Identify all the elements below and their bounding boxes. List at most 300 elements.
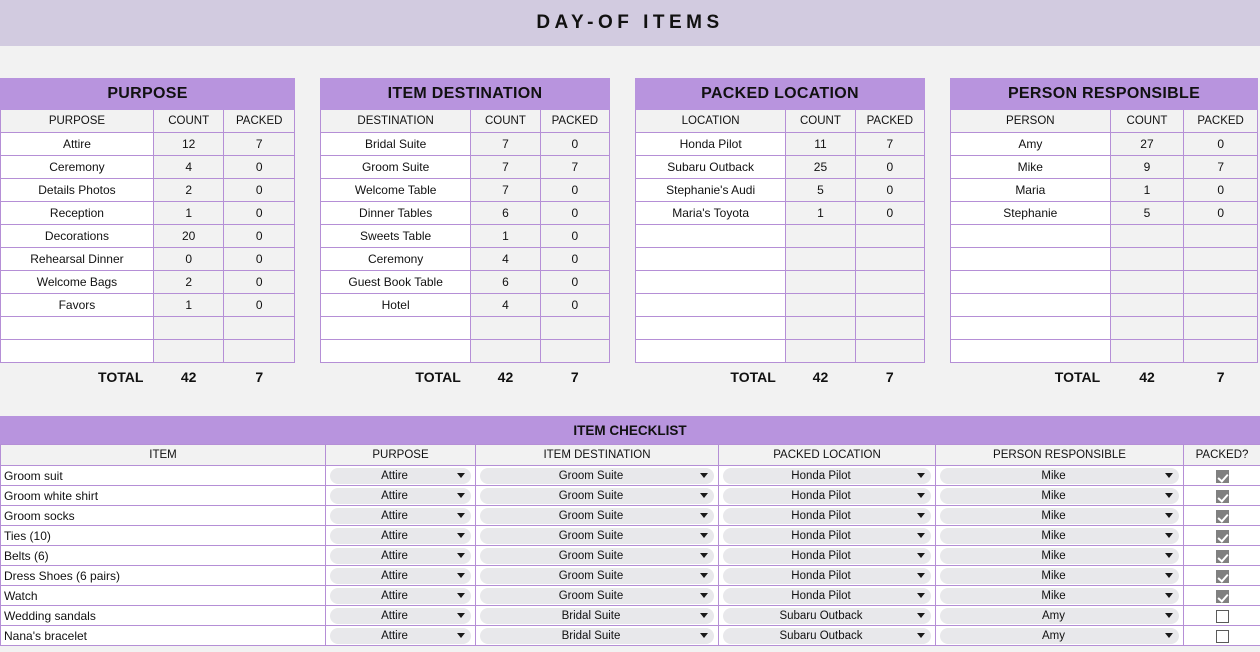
summary-cell-count	[153, 317, 224, 340]
chevron-down-icon	[700, 573, 708, 578]
purpose-cell	[326, 466, 476, 486]
table-row	[1, 133, 295, 156]
summary-cell-count: 1	[153, 294, 224, 317]
table-row	[321, 271, 610, 294]
chevron-down-icon	[457, 633, 465, 638]
table-row	[951, 179, 1258, 202]
summary-cell-packed	[855, 340, 924, 363]
total-packed: 7	[570, 369, 579, 386]
chevron-down-icon	[457, 533, 465, 538]
checklist-col-header: PERSON RESPONSIBLE	[936, 445, 1184, 466]
total-count: 42	[180, 369, 197, 386]
summary-cell-count: 27	[1110, 133, 1184, 156]
summary-cell-count	[1110, 225, 1184, 248]
summary-cell-packed: 0	[224, 294, 295, 317]
summary-cell-count	[786, 294, 855, 317]
summary-total-row	[636, 363, 925, 392]
summary-cell-count: 7	[471, 133, 540, 156]
summary-cell-count: 4	[153, 156, 224, 179]
summary-cell-name: Welcome Bags	[1, 271, 154, 294]
purpose-dropdown-label: Attire	[381, 509, 408, 522]
summary-table-title: PERSON RESPONSIBLE	[951, 79, 1258, 110]
table-row	[636, 156, 925, 179]
summary-table-item-destination	[315, 78, 630, 398]
summary-cell-name	[1, 340, 154, 363]
chevron-down-icon	[457, 473, 465, 478]
checklist-col-header: ITEM DESTINATION	[476, 445, 719, 466]
location-cell	[719, 546, 936, 566]
location-dropdown-label: Honda Pilot	[791, 509, 851, 522]
destination-dropdown[interactable]	[480, 588, 714, 604]
summary-cell-packed: 0	[224, 202, 295, 225]
person-dropdown-label: Mike	[1041, 589, 1066, 602]
chevron-down-icon	[1165, 493, 1173, 498]
page-banner	[0, 0, 1260, 46]
summary-cell-count: 1	[786, 202, 855, 225]
destination-dropdown-label: Bridal Suite	[561, 609, 621, 622]
total-count: 42	[1139, 369, 1155, 386]
table-row	[321, 133, 610, 156]
location-dropdown[interactable]	[723, 548, 931, 564]
summary-cell-packed: 0	[1184, 179, 1258, 202]
purpose-dropdown[interactable]	[330, 488, 471, 504]
summary-col-header: PACKED	[1184, 110, 1258, 133]
table-row	[1, 606, 1260, 626]
table-row	[1, 526, 1260, 546]
packed-cell[interactable]	[1184, 626, 1260, 646]
checklist-item-name: Wedding sandals	[1, 606, 326, 626]
person-dropdown[interactable]	[940, 628, 1179, 644]
summary-cell-name	[636, 248, 786, 271]
summary-cell-count	[786, 271, 855, 294]
destination-dropdown-label: Groom Suite	[558, 489, 624, 502]
summary-cell-count	[1110, 271, 1184, 294]
table-row	[951, 202, 1258, 225]
checklist-header-row	[1, 445, 1260, 466]
purpose-dropdown[interactable]	[330, 628, 471, 644]
person-cell	[936, 586, 1184, 606]
summary-cell-count: 1	[471, 225, 540, 248]
table-row	[321, 225, 610, 248]
destination-dropdown[interactable]	[480, 488, 714, 504]
summary-cell-name	[1, 317, 154, 340]
summary-cell-name: Guest Book Table	[321, 271, 471, 294]
summary-cell-packed: 0	[540, 133, 609, 156]
summary-cell-name: Hotel	[321, 294, 471, 317]
checklist-item-name: Nana's bracelet	[1, 626, 326, 646]
summary-cell-packed	[540, 317, 609, 340]
packed-checkbox[interactable]	[1216, 610, 1229, 623]
total-label: TOTAL	[415, 369, 461, 386]
location-dropdown-label: Honda Pilot	[791, 529, 851, 542]
checklist-title: ITEM CHECKLIST	[573, 422, 687, 438]
table-row	[1, 626, 1260, 646]
summary-col-header: COUNT	[1110, 110, 1184, 133]
chevron-down-icon	[1165, 573, 1173, 578]
table-row	[636, 340, 925, 363]
purpose-dropdown[interactable]	[330, 568, 471, 584]
summary-cell-count: 1	[1110, 179, 1184, 202]
person-dropdown[interactable]	[940, 528, 1179, 544]
summary-col-header: PURPOSE	[1, 110, 154, 133]
chevron-down-icon	[917, 573, 925, 578]
summary-cell-count	[471, 340, 540, 363]
summary-cell-count: 2	[153, 179, 224, 202]
destination-dropdown[interactable]	[480, 508, 714, 524]
total-label: TOTAL	[98, 369, 144, 386]
summary-cell-count	[1110, 248, 1184, 271]
summary-cell-count: 0	[153, 248, 224, 271]
summary-col-header: DESTINATION	[321, 110, 471, 133]
chevron-down-icon	[700, 613, 708, 618]
person-dropdown[interactable]	[940, 568, 1179, 584]
chevron-down-icon	[700, 553, 708, 558]
summary-cell-count: 6	[471, 271, 540, 294]
table-row	[636, 133, 925, 156]
location-cell	[719, 466, 936, 486]
purpose-dropdown-label: Attire	[381, 629, 408, 642]
purpose-cell	[326, 606, 476, 626]
destination-dropdown[interactable]	[480, 628, 714, 644]
checklist-banner	[0, 416, 1260, 444]
summary-cell-count	[786, 317, 855, 340]
table-row	[951, 156, 1258, 179]
person-cell	[936, 626, 1184, 646]
summary-cell-count	[1110, 340, 1184, 363]
table-row	[951, 317, 1258, 340]
summary-cell-count: 4	[471, 248, 540, 271]
packed-checkbox[interactable]	[1216, 510, 1229, 523]
person-dropdown[interactable]	[940, 608, 1179, 624]
summary-cell-name: Rehearsal Dinner	[1, 248, 154, 271]
chevron-down-icon	[917, 593, 925, 598]
purpose-dropdown[interactable]	[330, 588, 471, 604]
summary-cell-count: 11	[786, 133, 855, 156]
checklist-item-name: Belts (6)	[1, 546, 326, 566]
person-dropdown-label: Mike	[1041, 509, 1066, 522]
purpose-dropdown-label: Attire	[381, 569, 408, 582]
checklist-item-name: Watch	[1, 586, 326, 606]
summary-cell-count	[1110, 294, 1184, 317]
location-dropdown-label: Honda Pilot	[791, 489, 851, 502]
summary-cell-packed	[540, 340, 609, 363]
table-row	[1, 340, 295, 363]
chevron-down-icon	[457, 593, 465, 598]
summary-cell-packed: 0	[540, 248, 609, 271]
summary-cell-packed	[224, 340, 295, 363]
person-dropdown-label: Mike	[1041, 469, 1066, 482]
chevron-down-icon	[1165, 473, 1173, 478]
table-row	[1, 586, 1260, 606]
summary-cell-packed	[1184, 248, 1258, 271]
chevron-down-icon	[1165, 533, 1173, 538]
checklist-item-name: Dress Shoes (6 pairs)	[1, 566, 326, 586]
table-row	[1, 566, 1260, 586]
checklist-item-name: Groom suit	[1, 466, 326, 486]
summary-cell-packed: 0	[224, 248, 295, 271]
location-dropdown-label: Subaru Outback	[779, 609, 863, 622]
location-dropdown[interactable]	[723, 528, 931, 544]
checklist-col-header: PACKED LOCATION	[719, 445, 936, 466]
chevron-down-icon	[1165, 613, 1173, 618]
summary-col-header: PACKED	[540, 110, 609, 133]
chevron-down-icon	[1165, 553, 1173, 558]
table-row	[321, 248, 610, 271]
location-dropdown[interactable]	[723, 568, 931, 584]
packed-cell[interactable]	[1184, 566, 1260, 586]
summary-cell-name: Mike	[951, 156, 1111, 179]
total-packed: 7	[255, 369, 264, 386]
summary-cell-count	[1110, 317, 1184, 340]
table-row	[1, 225, 295, 248]
destination-dropdown-label: Bridal Suite	[561, 629, 621, 642]
location-cell	[719, 526, 936, 546]
packed-cell[interactable]	[1184, 586, 1260, 606]
location-dropdown-label: Honda Pilot	[791, 569, 851, 582]
location-cell	[719, 626, 936, 646]
summary-cell-packed: 0	[540, 202, 609, 225]
summary-col-header: COUNT	[471, 110, 540, 133]
destination-dropdown-label: Groom Suite	[558, 469, 624, 482]
summary-cell-name: Dinner Tables	[321, 202, 471, 225]
summary-cell-packed: 0	[224, 179, 295, 202]
summary-cell-count: 2	[153, 271, 224, 294]
person-cell	[936, 466, 1184, 486]
person-dropdown[interactable]	[940, 588, 1179, 604]
summary-cell-name	[321, 317, 471, 340]
location-dropdown-label: Subaru Outback	[779, 629, 863, 642]
summary-cell-count: 25	[786, 156, 855, 179]
summary-total-row	[1, 363, 295, 392]
destination-cell	[476, 606, 719, 626]
table-row	[1, 546, 1260, 566]
summary-cell-name	[636, 294, 786, 317]
summary-cell-packed	[1184, 225, 1258, 248]
destination-dropdown[interactable]	[480, 528, 714, 544]
summary-cell-name: Groom Suite	[321, 156, 471, 179]
location-dropdown[interactable]	[723, 488, 931, 504]
destination-cell	[476, 586, 719, 606]
summary-cell-packed: 0	[540, 225, 609, 248]
summary-cell-name: Ceremony	[321, 248, 471, 271]
table-row	[636, 248, 925, 271]
chevron-down-icon	[917, 613, 925, 618]
table-row	[636, 294, 925, 317]
chevron-down-icon	[700, 633, 708, 638]
summary-cell-name	[636, 340, 786, 363]
purpose-dropdown[interactable]	[330, 468, 471, 484]
packed-cell[interactable]	[1184, 526, 1260, 546]
purpose-dropdown[interactable]	[330, 608, 471, 624]
location-dropdown[interactable]	[723, 508, 931, 524]
table-row	[1, 466, 1260, 486]
location-dropdown[interactable]	[723, 588, 931, 604]
chevron-down-icon	[700, 533, 708, 538]
person-cell	[936, 486, 1184, 506]
summary-cell-packed: 0	[1184, 133, 1258, 156]
summary-cell-name: Reception	[1, 202, 154, 225]
summary-table-title: PURPOSE	[1, 79, 295, 110]
person-dropdown-label: Mike	[1041, 489, 1066, 502]
table-row	[1, 156, 295, 179]
purpose-cell	[326, 526, 476, 546]
item-checklist-section	[0, 416, 1260, 646]
person-cell	[936, 506, 1184, 526]
summary-cell-name	[951, 317, 1111, 340]
summary-cell-count: 1	[153, 202, 224, 225]
table-row	[321, 202, 610, 225]
total-count: 42	[497, 369, 514, 386]
chevron-down-icon	[1165, 593, 1173, 598]
location-dropdown[interactable]	[723, 608, 931, 624]
summary-cell-packed: 0	[540, 294, 609, 317]
destination-dropdown-label: Groom Suite	[558, 589, 624, 602]
purpose-cell	[326, 546, 476, 566]
person-dropdown[interactable]	[940, 468, 1179, 484]
purpose-dropdown-label: Attire	[381, 609, 408, 622]
summary-cell-count: 4	[471, 294, 540, 317]
table-row	[1, 294, 295, 317]
summary-cell-name: Stephanie's Audi	[636, 179, 786, 202]
summary-cell-packed: 0	[855, 179, 924, 202]
summary-tables-strip	[0, 78, 1260, 398]
location-cell	[719, 586, 936, 606]
destination-dropdown[interactable]	[480, 468, 714, 484]
location-cell	[719, 486, 936, 506]
packed-checkbox[interactable]	[1216, 570, 1229, 583]
checklist-col-header: PURPOSE	[326, 445, 476, 466]
person-dropdown-label: Mike	[1041, 549, 1066, 562]
packed-checkbox[interactable]	[1216, 490, 1229, 503]
purpose-cell	[326, 566, 476, 586]
summary-cell-packed	[855, 271, 924, 294]
summary-cell-count: 6	[471, 202, 540, 225]
summary-cell-count: 12	[153, 133, 224, 156]
chevron-down-icon	[457, 573, 465, 578]
person-dropdown[interactable]	[940, 488, 1179, 504]
summary-cell-packed	[855, 225, 924, 248]
destination-dropdown[interactable]	[480, 548, 714, 564]
purpose-dropdown[interactable]	[330, 548, 471, 564]
summary-col-header: PACKED	[224, 110, 295, 133]
checklist-item-name: Ties (10)	[1, 526, 326, 546]
summary-table-title: PACKED LOCATION	[636, 79, 925, 110]
summary-cell-count	[786, 340, 855, 363]
packed-cell[interactable]	[1184, 506, 1260, 526]
packed-checkbox[interactable]	[1216, 470, 1229, 483]
summary-table	[0, 78, 295, 392]
summary-cell-count: 5	[1110, 202, 1184, 225]
destination-dropdown[interactable]	[480, 568, 714, 584]
packed-checkbox[interactable]	[1216, 550, 1229, 563]
destination-cell	[476, 566, 719, 586]
location-dropdown-label: Honda Pilot	[791, 469, 851, 482]
purpose-dropdown-label: Attire	[381, 469, 408, 482]
purpose-dropdown[interactable]	[330, 528, 471, 544]
location-dropdown[interactable]	[723, 628, 931, 644]
purpose-dropdown-label: Attire	[381, 489, 408, 502]
packed-cell[interactable]	[1184, 466, 1260, 486]
summary-cell-packed	[1184, 317, 1258, 340]
summary-cell-packed: 7	[540, 156, 609, 179]
total-packed: 7	[885, 369, 894, 386]
summary-cell-packed: 0	[224, 156, 295, 179]
summary-cell-name	[636, 317, 786, 340]
packed-checkbox[interactable]	[1216, 590, 1229, 603]
summary-table	[320, 78, 610, 392]
destination-dropdown-label: Groom Suite	[558, 549, 624, 562]
chevron-down-icon	[700, 493, 708, 498]
summary-cell-packed: 0	[855, 156, 924, 179]
person-dropdown[interactable]	[940, 508, 1179, 524]
destination-dropdown-label: Groom Suite	[558, 569, 624, 582]
destination-dropdown[interactable]	[480, 608, 714, 624]
summary-col-header: PERSON	[951, 110, 1111, 133]
table-row	[321, 317, 610, 340]
summary-cell-packed: 0	[540, 179, 609, 202]
summary-cell-packed: 7	[855, 133, 924, 156]
packed-cell[interactable]	[1184, 546, 1260, 566]
checklist-item-name: Groom white shirt	[1, 486, 326, 506]
summary-cell-name: Sweets Table	[321, 225, 471, 248]
chevron-down-icon	[457, 513, 465, 518]
table-row	[321, 294, 610, 317]
summary-cell-packed	[1184, 294, 1258, 317]
person-dropdown[interactable]	[940, 548, 1179, 564]
destination-cell	[476, 546, 719, 566]
person-dropdown-label: Amy	[1042, 629, 1065, 642]
total-label: TOTAL	[1054, 369, 1101, 386]
chevron-down-icon	[917, 553, 925, 558]
summary-cell-packed: 7	[224, 133, 295, 156]
purpose-dropdown[interactable]	[330, 508, 471, 524]
chevron-down-icon	[917, 533, 925, 538]
summary-cell-packed: 0	[224, 271, 295, 294]
item-checklist-table	[0, 444, 1260, 646]
location-cell	[719, 606, 936, 626]
packed-checkbox[interactable]	[1216, 630, 1229, 643]
purpose-dropdown-label: Attire	[381, 589, 408, 602]
summary-cell-count: 9	[1110, 156, 1184, 179]
summary-cell-count: 20	[153, 225, 224, 248]
table-row	[636, 271, 925, 294]
chevron-down-icon	[700, 593, 708, 598]
destination-cell	[476, 466, 719, 486]
purpose-dropdown-label: Attire	[381, 549, 408, 562]
location-dropdown-label: Honda Pilot	[791, 549, 851, 562]
page-title: DAY-OF ITEMS	[536, 12, 724, 33]
packed-cell[interactable]	[1184, 486, 1260, 506]
summary-cell-packed: 0	[855, 202, 924, 225]
summary-cell-name: Maria	[951, 179, 1111, 202]
summary-cell-name	[951, 225, 1111, 248]
table-row	[1, 506, 1260, 526]
packed-cell[interactable]	[1184, 606, 1260, 626]
summary-cell-name	[321, 340, 471, 363]
packed-checkbox[interactable]	[1216, 530, 1229, 543]
summary-table-purpose	[0, 78, 315, 398]
chevron-down-icon	[457, 553, 465, 558]
summary-table-title: ITEM DESTINATION	[321, 79, 610, 110]
location-dropdown[interactable]	[723, 468, 931, 484]
summary-cell-name: Favors	[1, 294, 154, 317]
summary-cell-count: 5	[786, 179, 855, 202]
total-label: TOTAL	[730, 369, 776, 386]
summary-cell-name: Welcome Table	[321, 179, 471, 202]
summary-cell-packed	[1184, 271, 1258, 294]
summary-cell-name: Bridal Suite	[321, 133, 471, 156]
summary-cell-name: Details Photos	[1, 179, 154, 202]
